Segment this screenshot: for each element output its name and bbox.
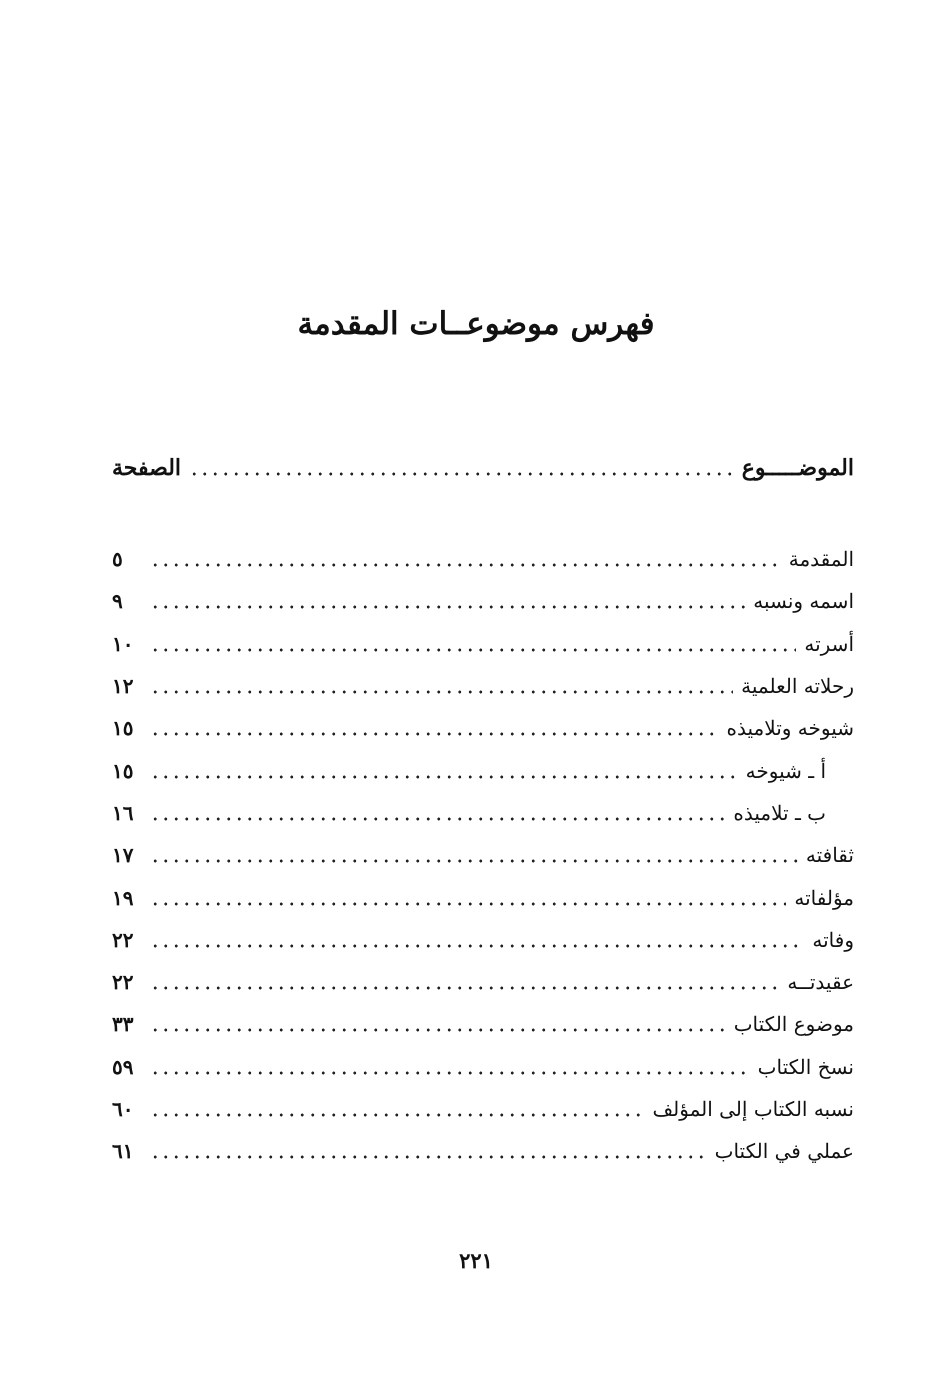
page-column-label: الصفحة — [112, 455, 182, 481]
toc-entry-page: ٢٢ — [112, 970, 134, 995]
toc-entry-page: ١٥ — [112, 758, 134, 783]
toc-entry-title: اسمه ونسبه — [753, 589, 854, 614]
toc-entry-title: ب ـ تلاميذه — [733, 800, 826, 825]
toc-entry-page: ٦١ — [112, 1139, 134, 1164]
toc-entry-creed — [112, 961, 854, 1003]
dot-leader — [150, 561, 781, 569]
toc-entry-title: عملي في الكتاب — [714, 1139, 854, 1164]
dot-leader — [189, 470, 734, 478]
dot-leader — [150, 900, 786, 908]
toc-entry-page: ١٥ — [112, 716, 134, 741]
dot-leader — [150, 1069, 750, 1077]
toc-entry-students — [112, 792, 854, 834]
toc-list — [112, 538, 854, 1172]
dot-leader — [150, 773, 738, 781]
dot-leader — [150, 603, 745, 611]
toc-entry-death — [112, 919, 854, 961]
toc-entry-title: المقدمة — [788, 547, 854, 572]
toc-entry-introduction — [112, 538, 854, 580]
toc-entry-page: ١٦ — [112, 800, 134, 825]
dot-leader — [150, 1111, 644, 1119]
toc-entry-title: أسرته — [804, 631, 854, 656]
toc-entry-travels — [112, 665, 854, 707]
page-number: ٢٢١ — [459, 1248, 493, 1273]
dot-leader — [150, 942, 804, 950]
dot-leader — [150, 730, 719, 738]
toc-entry-title: نسخ الكتاب — [757, 1054, 854, 1079]
toc-entry-page: ٦٠ — [112, 1097, 134, 1121]
dot-leader — [150, 646, 796, 654]
toc-entry-culture — [112, 834, 854, 876]
toc-entry-title: عقيدتــه — [787, 970, 854, 995]
toc-entry-page: ٥٩ — [112, 1054, 134, 1079]
toc-entry-family — [112, 623, 854, 665]
toc-entry-teachers-students — [112, 707, 854, 749]
toc-entry-works — [112, 876, 854, 918]
toc-entry-teachers — [112, 749, 854, 791]
toc-entry-page: ١٩ — [112, 885, 134, 910]
toc-entry-manuscripts — [112, 1046, 854, 1088]
page-title: فهرس موضوعــات المقدمة — [297, 306, 655, 342]
toc-entry-title: موضوع الكتاب — [733, 1012, 854, 1037]
dot-leader — [150, 1153, 707, 1161]
toc-header — [112, 448, 854, 488]
toc-entry-my-work — [112, 1130, 854, 1172]
toc-entry-attribution — [112, 1088, 854, 1130]
toc-entry-page: ١٠ — [112, 631, 134, 656]
toc-entry-title: أ ـ شيوخه — [745, 758, 826, 783]
toc-entry-title: رحلاته العلمية — [741, 674, 854, 699]
dot-leader — [150, 1026, 726, 1034]
toc-entry-title: شيوخه وتلاميذه — [726, 716, 854, 741]
toc-entry-page: ٢٢ — [112, 927, 134, 952]
dot-leader — [150, 815, 725, 823]
toc-entry-page: ٥ — [112, 547, 123, 572]
toc-entry-book-subject — [112, 1003, 854, 1045]
toc-entry-page: ١٧ — [112, 843, 134, 868]
dot-leader — [150, 688, 733, 696]
dot-leader — [150, 984, 779, 992]
toc-entry-name-lineage — [112, 580, 854, 622]
toc-entry-title: نسبه الكتاب إلى المؤلف — [652, 1097, 854, 1121]
toc-entry-title: ثقافته — [805, 843, 854, 868]
dot-leader — [150, 857, 798, 865]
toc-entry-title: مؤلفاته — [794, 885, 854, 910]
topic-column-label: الموضـــــوع — [741, 455, 854, 481]
toc-entry-page: ١٢ — [112, 674, 134, 699]
toc-entry-page: ٣٣ — [112, 1012, 134, 1037]
toc-entry-page: ٩ — [112, 589, 123, 614]
toc-entry-title: وفاته — [812, 927, 854, 952]
